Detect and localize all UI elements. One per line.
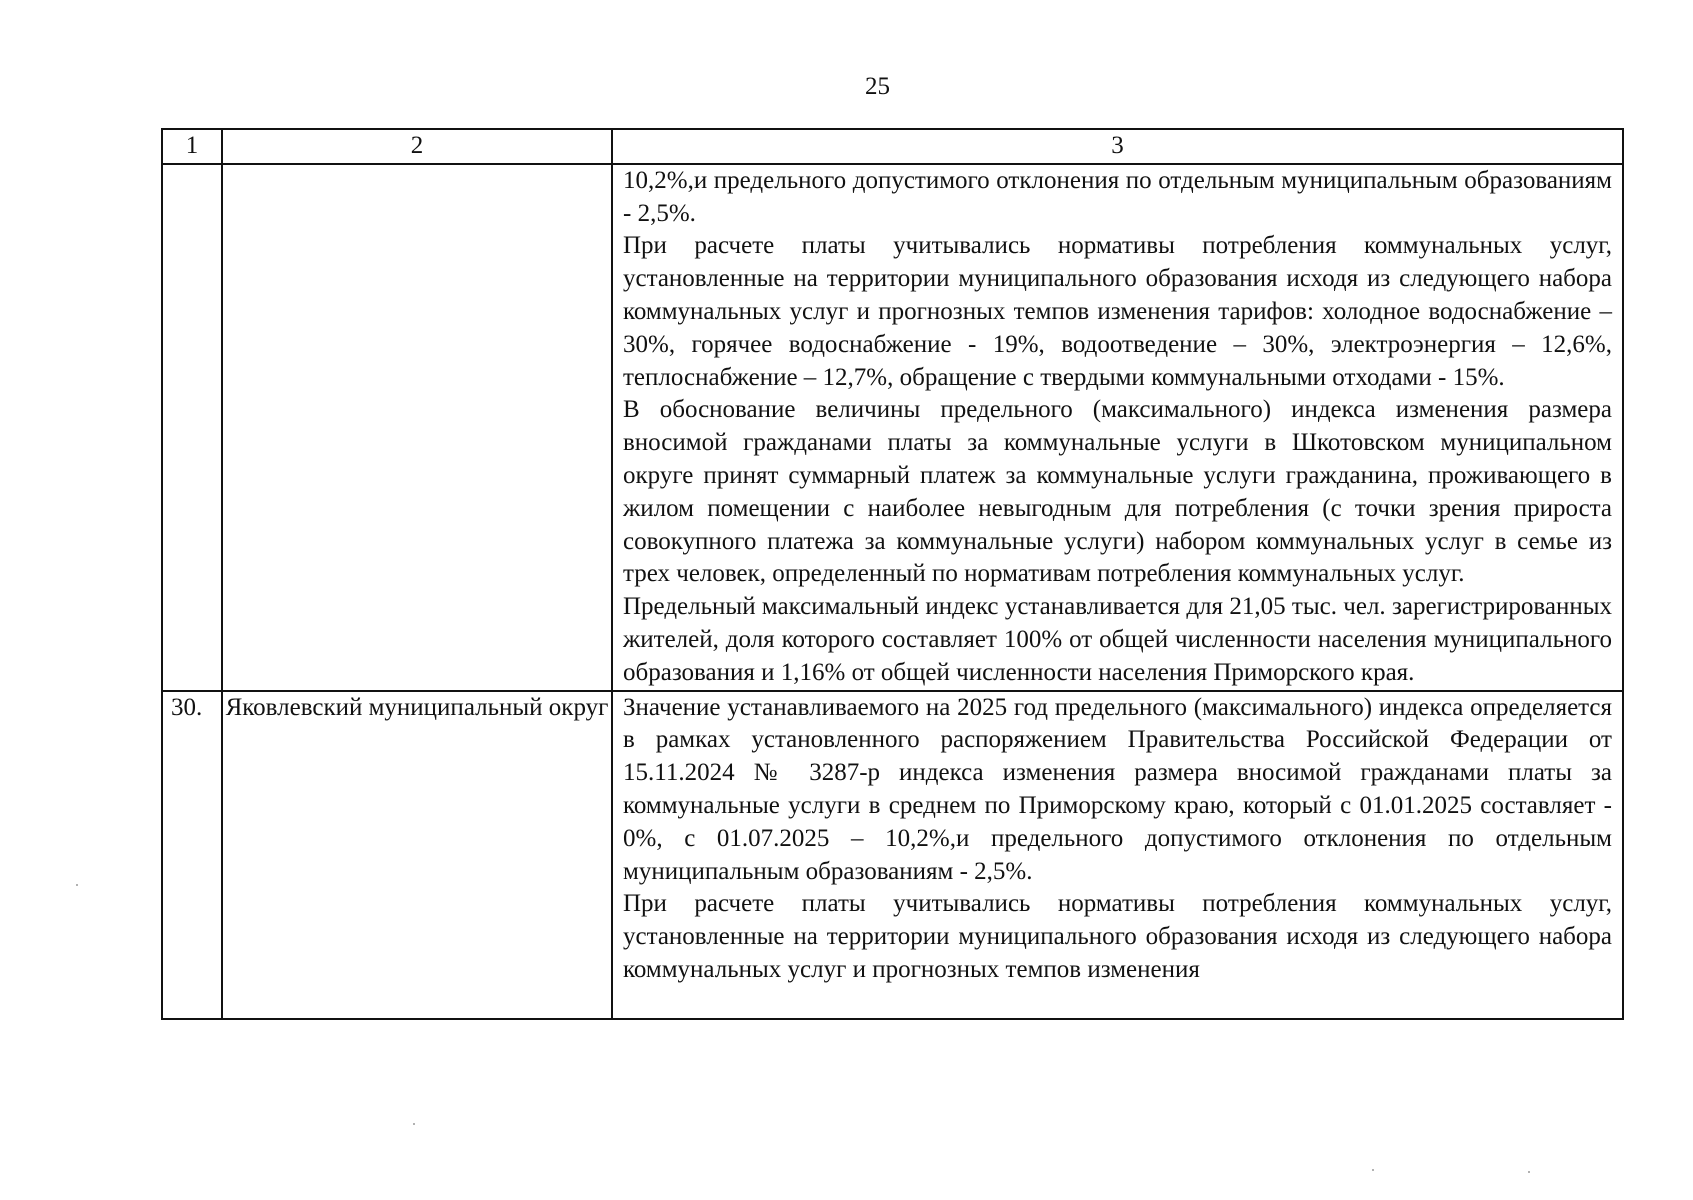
table-header-row xyxy=(162,129,1623,164)
description-paragraph: Значение устанавливаемого на 2025 год предельного (максимального) индекса определяется в рамках установленного распоряжением Правительства Российской Федерации от 15.11.2024 № 3287-р индекса изменения размера вносимой гражданами платы за коммунальные услуги в среднем по Приморскому краю, который с 01.01.2025 составляет - 0%, с 01.07.2025 – 10,2%,и предельного допустимого отклонения по отдельным муниципальным образованиям - 2,5%. xyxy=(623,693,1612,885)
header-col-1: 1 xyxy=(162,129,222,164)
description-paragraph: 10,2%,и предельного допустимого отклонения по отдельным муниципальным образованиям - 2,5%. xyxy=(623,166,1612,227)
table-row xyxy=(162,691,1623,1019)
description-paragraph: Предельный максимальный индекс устанавливается для 21,05 тыс. чел. зарегистрированных жителей, доля которого составляет 100% от общей численности населения муниципального образования и 1,16% от общей численности населения Приморского края. xyxy=(623,593,1612,686)
row-number xyxy=(162,164,222,691)
description-cell xyxy=(612,691,1623,1019)
scan-speck xyxy=(413,1123,415,1125)
row-number: 30. xyxy=(162,691,222,1019)
scan-speck xyxy=(1372,1169,1374,1171)
table-row xyxy=(162,164,1623,691)
header-col-2: 2 xyxy=(222,129,612,164)
header-col-3: 3 xyxy=(612,129,1623,164)
scan-speck xyxy=(76,884,78,886)
description-paragraph: При расчете платы учитывались нормативы потребления коммунальных услуг, установленные на территории муниципального образования исходя из следующего набора коммунальных услуг и прогнозных темпов изменения тарифов: холодное водоснабжение – 30%, горячее водоснабжение - 19%, водоотведение – 30%, электроэнергия – 12,6%, теплоснабжение – 12,7%, обращение с твердыми коммунальными отходами - 15%. xyxy=(623,232,1612,391)
description-cell xyxy=(612,164,1623,691)
description-paragraph: В обоснование величины предельного (максимального) индекса изменения размера вносимой гражданами платы за коммунальные услуги в Шкотовском муниципальном округе принят суммарный платеж за коммунальные услуги гражданина, проживающего в жилом помещении с наиболее невыгодным для потребления (с точки зрения прироста совокупного платежа за коммунальные услуги) набором коммунальных услуг в семье из трех человек, определенный по нормативам потребления коммунальных услуг. xyxy=(623,396,1612,588)
scan-speck xyxy=(1528,1171,1530,1173)
municipality-name xyxy=(222,164,612,691)
municipality-name: Яковлевский муниципальный округ xyxy=(222,691,612,1019)
page-number: 25 xyxy=(865,73,890,100)
document-table xyxy=(161,128,1624,1020)
description-paragraph: При расчете платы учитывались нормативы потребления коммунальных услуг, установленные на территории муниципального образования исходя из следующего набора коммунальных услуг и прогнозных темпов изменения xyxy=(623,890,1612,983)
